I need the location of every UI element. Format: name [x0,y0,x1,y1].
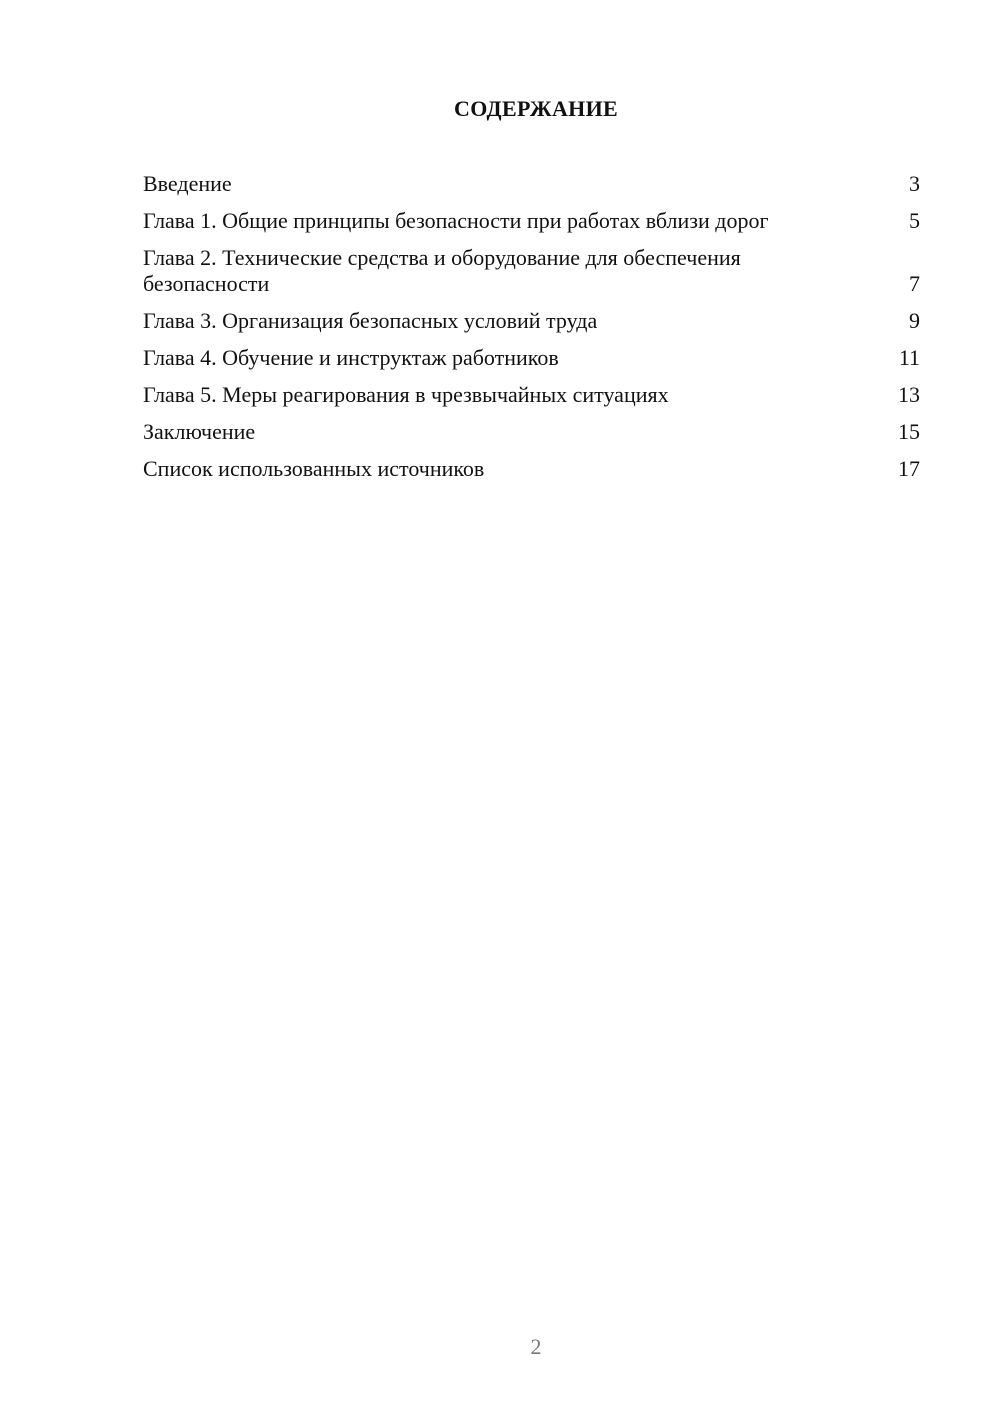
toc-item-page: 13 [898,382,920,407]
toc-item-page: 3 [909,171,920,196]
toc-item-text: Глава 3. Организация безопасных условий труда [143,308,598,333]
toc-item-text: Заключение [143,419,256,444]
toc-item-page: 15 [898,419,920,444]
toc-item-text: Список использованных источников [143,456,485,481]
toc-item-text: Введение [143,171,232,196]
table-of-contents [143,171,920,493]
toc-item-text: Глава 2. Технические средства и оборудование для обеспечения безопасности [143,245,741,296]
toc-item-text: Глава 5. Меры реагирования в чрезвычайных ситуациях [143,382,669,407]
toc-item-text: Глава 4. Обучение и инструктаж работников [143,345,559,370]
toc-item-chapter-3 [143,308,920,334]
toc-item-page: 17 [898,456,920,481]
toc-item-text: Глава 1. Общие принципы безопасности при работах вблизи дорог [143,208,769,233]
toc-item-page: 7 [909,271,920,296]
toc-item-chapter-5 [143,382,920,408]
page-number: 2 [530,1334,542,1359]
toc-item-references [143,456,920,482]
toc-item-chapter-4 [143,345,920,371]
page-title: СОДЕРЖАНИЕ [454,96,618,121]
toc-item-page: 11 [898,345,920,370]
toc-item-page: 5 [909,208,920,233]
toc-item-page: 9 [909,308,920,333]
toc-item-chapter-2 [143,245,920,297]
toc-item-conclusion [143,419,920,445]
toc-item-introduction [143,171,920,197]
toc-item-chapter-1 [143,208,920,234]
